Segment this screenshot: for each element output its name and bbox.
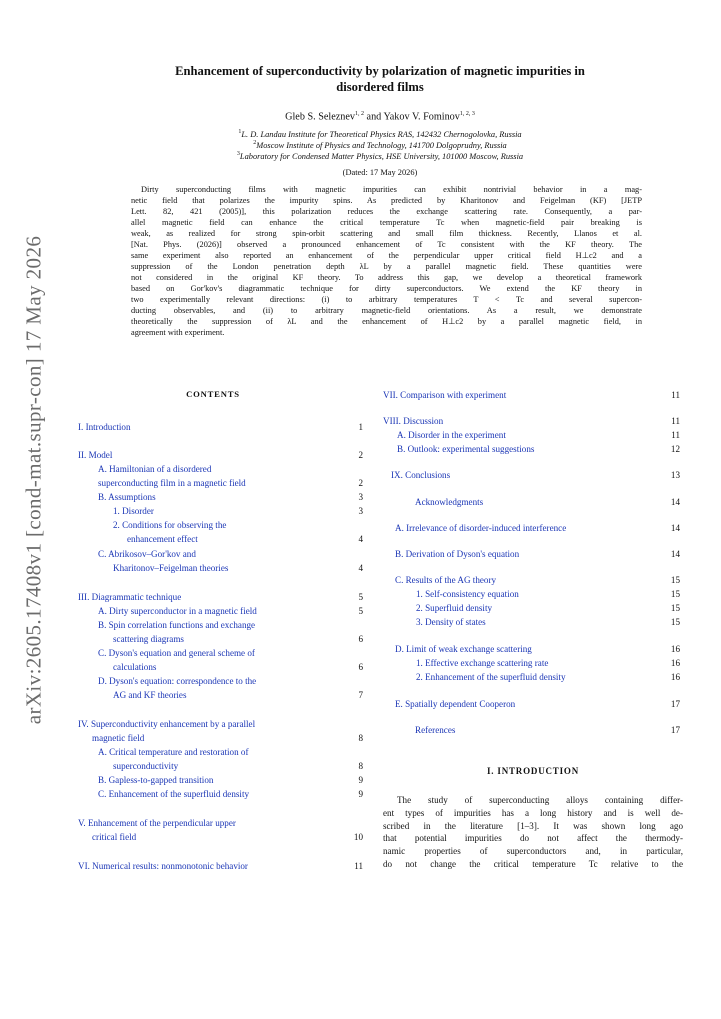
toc-left-page-number: 9	[358, 775, 363, 785]
toc-right-entry[interactable]: C. Results of the AG theory	[395, 575, 497, 585]
toc-right-entry[interactable]: References	[415, 725, 456, 735]
toc-right-page-number: 11	[671, 390, 680, 400]
toc-right-entry[interactable]: VIII. Discussion	[383, 416, 444, 426]
abstract-line: allel magnetic field can enhance the critical temperature Tc when magnetic-field pair breaking is	[131, 218, 642, 227]
toc-left-entry[interactable]: superconductivity	[113, 761, 179, 771]
toc-left-entry[interactable]: B. Assumptions	[98, 492, 156, 502]
intro-line: scribed in the literature [1–3]. It was shown long ago	[383, 820, 683, 831]
toc-left-entry[interactable]: scattering diagrams	[113, 634, 184, 644]
toc-right-page-number: 15	[670, 589, 680, 599]
toc-left-entry[interactable]: magnetic field	[92, 733, 145, 743]
abstract-line: weak, as realized for strong spin-orbit scattering and small film thickness. Recently, Llanos et al.	[131, 229, 642, 238]
toc-right-page-number: 16	[670, 672, 680, 682]
toc-right-entry[interactable]: Acknowledgments	[415, 497, 484, 507]
abstract-line: theoretically the suppression of λL and the enhancement of H⊥c2 by a parallel magnetic field, in	[131, 317, 642, 326]
affiliation-2-mark: 2	[253, 140, 257, 146]
toc-left-page-number: 3	[358, 506, 363, 516]
toc-left-page-number: 10	[353, 832, 363, 842]
introduction-text	[383, 794, 683, 871]
toc-right-entry[interactable]: B. Outlook: experimental suggestions	[397, 444, 535, 454]
intro-line: namic properties of superconductors and, in particular,	[383, 846, 683, 857]
arxiv-identifier: arXiv:2605.17408v1 [cond-mat.supr-con] 17 May 2026	[21, 235, 46, 725]
abstract-line: [Nat. Phys. (2026)] observed a pronounced enhancement of Tc consistent with the KF theory. The	[131, 240, 642, 249]
toc-left-page-number: 5	[358, 606, 363, 616]
toc-left-entry[interactable]: IV. Superconductivity enhancement by a parallel	[78, 719, 256, 729]
toc-left-entry[interactable]: superconducting film in a magnetic field	[98, 478, 246, 488]
affiliation-2-text: Moscow Institute of Physics and Technology, 141700 Dolgoprudny, Russia	[256, 140, 507, 150]
toc-left-entry[interactable]: AG and KF theories	[113, 690, 187, 700]
toc-right-page-number: 12	[670, 444, 680, 454]
author-conjunction: and	[364, 111, 384, 123]
toc-left-page-number: 4	[358, 534, 363, 544]
toc-right-page-number: 14	[670, 549, 680, 559]
toc-left-entry[interactable]: C. Enhancement of the superfluid density	[98, 789, 250, 799]
toc-left-page-number: 6	[358, 662, 363, 672]
toc-left-page-number: 8	[358, 761, 363, 771]
abstract-line: not considered in the original KF theory. To address this gap, we develop a theoretical framework	[131, 273, 642, 282]
toc-left-entry[interactable]: B. Spin correlation functions and exchange	[98, 620, 256, 630]
abstract-line: Lett. 82, 421 (2005)], this polarization reduces the exchange scattering rate. Consequently, a par-	[131, 207, 642, 216]
author-1: Gleb S. Seleznev	[285, 111, 355, 123]
toc-right-page-number: 17	[670, 699, 680, 709]
toc-right-page-number: 17	[670, 725, 680, 735]
toc-left-entry[interactable]: D. Dyson's equation: correspondence to the	[98, 676, 257, 686]
toc-left-page-number: 6	[358, 634, 363, 644]
toc-left-entry[interactable]: A. Critical temperature and restoration of	[98, 747, 249, 757]
toc-right-page-number: 16	[670, 644, 680, 654]
toc-right-entry[interactable]: VII. Comparison with experiment	[383, 390, 507, 400]
toc-right-entry[interactable]: 1. Effective exchange scattering rate	[416, 658, 549, 668]
affiliation-3	[90, 149, 670, 162]
toc-left-page-number: 4	[358, 563, 363, 573]
toc-left-entry[interactable]: A. Dirty superconductor in a magnetic field	[98, 606, 257, 616]
toc-right-page-number: 15	[670, 617, 680, 627]
toc-left-entry[interactable]: enhancement effect	[127, 534, 198, 544]
toc-left-entry[interactable]: V. Enhancement of the perpendicular upper	[78, 818, 236, 828]
arxiv-sidebar-stamp	[14, 170, 54, 790]
toc-left-entry[interactable]: critical field	[92, 832, 137, 842]
author-2: Yakov V. Fominov	[383, 111, 460, 123]
toc-right-entry[interactable]: A. Disorder in the experiment	[397, 430, 506, 440]
abstract-line: same experiment also reported an enhancement of the perpendicular upper critical field H⊥c2 and a	[131, 251, 642, 260]
author-2-affil: 1, 2, 3	[459, 111, 475, 117]
toc-right-entry[interactable]: E. Spatially dependent Cooperon	[395, 699, 516, 709]
toc-right-page-number: 16	[670, 658, 680, 668]
toc-right-page-number: 11	[671, 430, 680, 440]
abstract-line: netic field that polarizes the impurity spins. As predicted by Kharitonov and Feigelman (KF) [JETP	[131, 196, 642, 205]
toc-left-entry[interactable]: A. Hamiltonian of a disordered	[98, 464, 212, 474]
abstract	[131, 184, 642, 338]
affiliation-1-mark: 1	[238, 129, 242, 135]
toc-left-entry[interactable]: 1. Disorder	[113, 506, 154, 516]
intro-line: The study of superconducting alloys containing differ-	[397, 795, 683, 805]
toc-right-page-number: 15	[670, 575, 680, 585]
toc-left-page-number: 3	[358, 492, 363, 502]
author-1-affil: 1, 2	[355, 111, 364, 117]
paper-title	[90, 63, 670, 95]
toc-left-page-number: 9	[358, 789, 363, 799]
abstract-line: ducting observables, and (ii) to arbitrary magnetic-field orientations. As a result, we demonstrate	[131, 306, 642, 315]
toc-left-page-number: 2	[358, 478, 363, 488]
toc-right-page-number: 13	[670, 470, 680, 480]
toc-right-page-number: 15	[670, 603, 680, 613]
toc-left-entry[interactable]: I. Introduction	[78, 422, 131, 432]
title-line-1: Enhancement of superconductivity by polarization of magnetic impurities in	[175, 64, 585, 78]
title-line-2: disordered films	[336, 80, 424, 94]
abstract-line: suppression of the London penetration depth λL by a parallel magnetic field. These quantities were	[131, 262, 642, 271]
contents-heading: CONTENTS	[186, 389, 240, 399]
toc-right-entry[interactable]: 2. Enhancement of the superfluid density	[416, 672, 566, 682]
toc-left-entry[interactable]: Kharitonov–Feigelman theories	[113, 563, 229, 573]
intro-line: do not change the critical temperature Tc relative to the	[383, 858, 683, 869]
toc-right-entry[interactable]: 2. Superfluid density	[416, 603, 493, 613]
toc-left-page-number: 11	[354, 861, 363, 871]
toc-right-entry[interactable]: B. Derivation of Dyson's equation	[395, 549, 520, 559]
affiliation-3-mark: 3	[236, 151, 240, 157]
toc-left-entry[interactable]: C. Dyson's equation and general scheme of	[98, 648, 255, 658]
toc-left-page-number: 2	[358, 450, 363, 460]
toc-right-page-number: 14	[670, 523, 680, 533]
date-line: (Dated: 17 May 2026)	[342, 168, 418, 177]
toc-left-page-number: 7	[358, 690, 363, 700]
section-heading-introduction: I. INTRODUCTION	[486, 766, 579, 776]
toc-left-page-number: 5	[358, 592, 363, 602]
abstract-line: agreement with experiment.	[131, 328, 225, 337]
toc-right-entry[interactable]: A. Irrelevance of disorder-induced interference	[395, 523, 567, 533]
toc-left-entry[interactable]: VI. Numerical results: nonmonotonic behavior	[78, 861, 248, 871]
toc-right-entry[interactable]: 3. Density of states	[416, 617, 486, 627]
abstract-line: two experimentally relevant directions: (i) to arbitrary temperatures T < Tc and several supercon-	[131, 295, 642, 304]
toc-left-entry[interactable]: B. Gapless-to-gapped transition	[98, 775, 214, 785]
abstract-line: based on Gor'kov's diagrammatic technique for dirty superconductors. We extend the KF theory in	[131, 284, 642, 293]
toc-left-entry[interactable]: C. Abrikosov–Gor'kov and	[98, 549, 196, 559]
intro-line: that potential impurities do not affect the thermody-	[383, 833, 683, 844]
toc-right-entry[interactable]: D. Limit of weak exchange scattering	[395, 644, 532, 654]
intro-line: ent types of impurities has a long history and is well de-	[383, 807, 683, 818]
author-list	[90, 111, 670, 122]
toc-left-page-number: 1	[358, 422, 363, 432]
toc-right-page-number: 11	[671, 416, 680, 426]
toc-left-page-number: 8	[358, 733, 363, 743]
affiliation-3-text: Laboratory for Condensed Matter Physics, HSE University, 101000 Moscow, Russia	[239, 151, 524, 161]
toc-right-page-number: 14	[670, 497, 680, 507]
abstract-line: Dirty superconducting films with magnetic impurities can exhibit nontrivial behavior in a mag-	[141, 185, 642, 194]
toc-right-entry[interactable]: IX. Conclusions	[391, 470, 451, 480]
toc-left-entry[interactable]: III. Diagrammatic technique	[78, 592, 182, 602]
toc-left-entry[interactable]: calculations	[113, 662, 157, 672]
affiliation-1-text: L. D. Landau Institute for Theoretical Physics RAS, 142432 Chernogolovka, Russia	[241, 129, 522, 139]
toc-left-entry[interactable]: 2. Conditions for observing the	[113, 520, 227, 530]
toc-right-entry[interactable]: 1. Self-consistency equation	[416, 589, 519, 599]
toc-left-entry[interactable]: II. Model	[78, 450, 113, 460]
